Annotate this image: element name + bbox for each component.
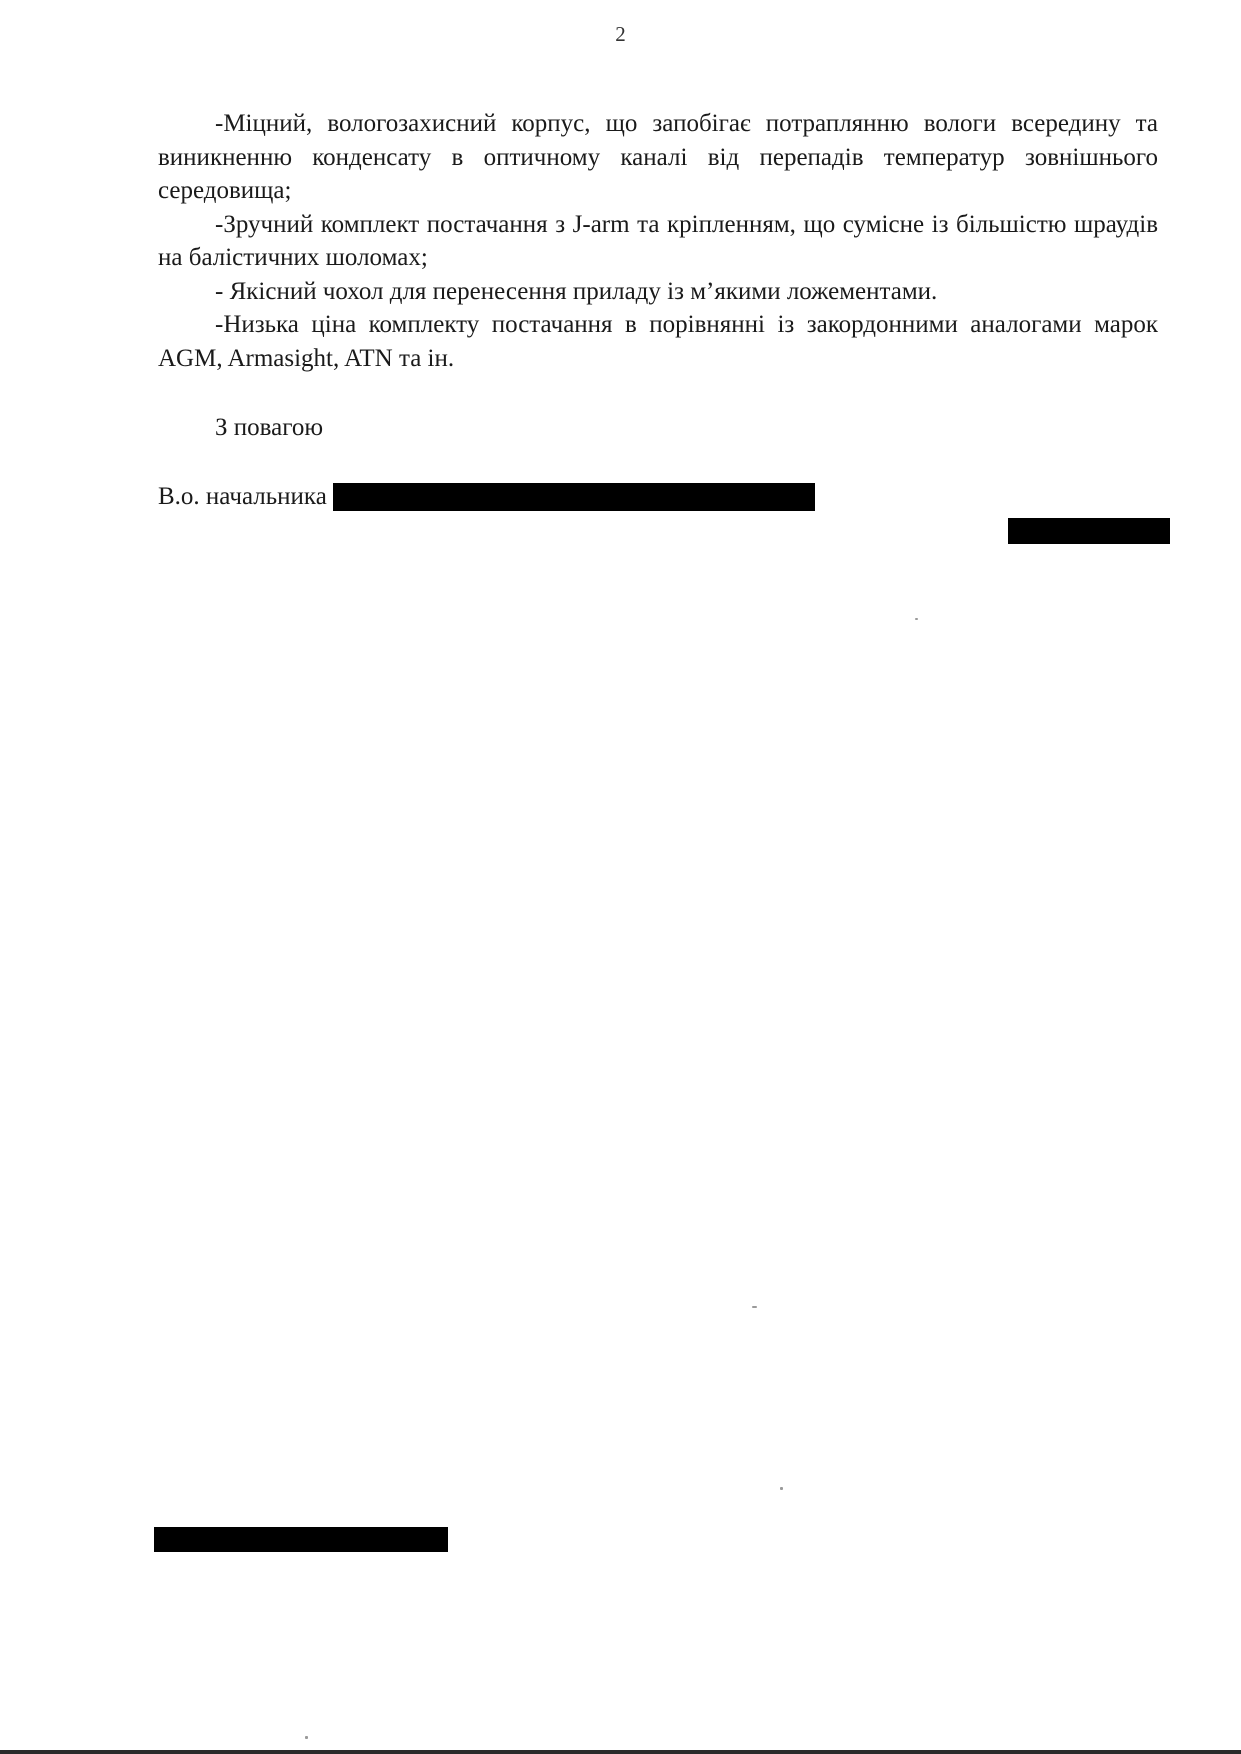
list-item-text: Якісний чохол для перенесення приладу із м’якими ложементами. <box>223 277 938 305</box>
list-item <box>158 107 1158 208</box>
list-item-dash: - <box>215 210 224 238</box>
redacted-footer-block <box>154 1527 448 1552</box>
scan-speck <box>305 1736 308 1739</box>
list-item-text: Низька ціна комплекту постачання в порівнянні із закордонними аналогами марок AGM, Armasight, ATN та ін. <box>158 311 1158 372</box>
list-item-text: Міцний, вологозахисний корпус, що запобігає потраплянню вологи всередину та виникненню конденсату в оптичному каналі від перепадів температур зовнішнього середовища; <box>158 110 1158 204</box>
scan-speck <box>752 1306 757 1308</box>
list-item-text: Зручний комплект постачання з J-arm та кріпленням, що сумісне із більшістю шраудів на балістичних шоломах; <box>158 210 1158 271</box>
closing-phrase: З повагою <box>215 414 324 441</box>
signatory-title: В.о. начальника <box>158 483 327 510</box>
scan-bottom-edge <box>0 1750 1241 1754</box>
page-number: 2 <box>615 22 626 46</box>
list-item-dash: - <box>215 311 224 338</box>
list-item <box>158 275 1158 309</box>
redacted-name-block <box>333 483 815 511</box>
scan-speck <box>915 618 918 620</box>
list-item <box>158 208 1158 275</box>
redacted-signature-block <box>1008 518 1170 544</box>
signature-line <box>158 482 815 512</box>
scan-speck <box>780 1487 783 1490</box>
feature-list <box>158 107 1158 375</box>
list-item <box>158 308 1158 375</box>
list-item-dash: - <box>215 277 224 305</box>
list-item-dash: - <box>215 110 224 137</box>
